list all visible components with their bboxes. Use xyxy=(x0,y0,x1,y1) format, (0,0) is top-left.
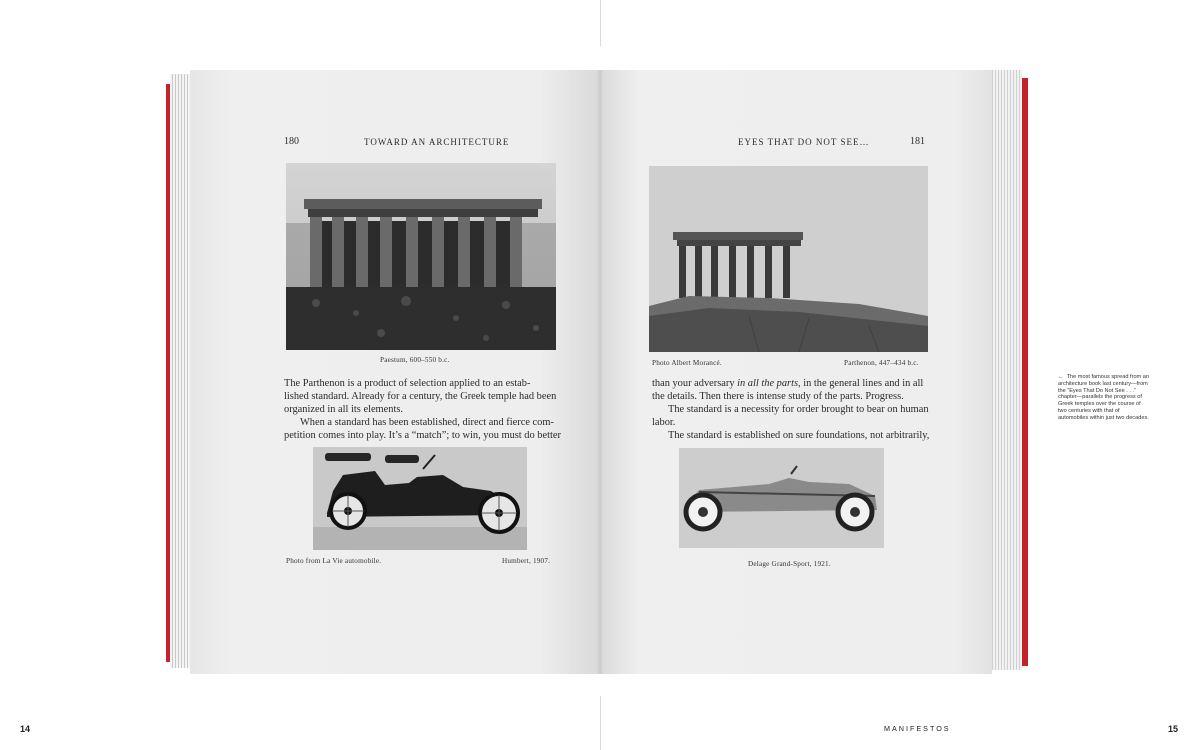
left-text-line-3: organized in all its elements. xyxy=(284,404,403,415)
arrow-left-icon: ← xyxy=(1058,374,1064,380)
left-text-line-1: The Parthenon is a product of selection applied to an estab- xyxy=(284,378,531,389)
delage-car-photo xyxy=(679,448,884,548)
running-head-right: EYES THAT DO NOT SEE… xyxy=(738,137,870,147)
caption-humbert: Humbert, 1907. xyxy=(502,557,551,565)
caption-paestum: Paestum, 600–550 b.c. xyxy=(380,356,450,364)
gutter-line-bottom xyxy=(600,696,601,750)
left-text-line-2: lished standard. Already for a century, the Greek temple had been xyxy=(284,391,557,402)
caption-photo-credit: Photo Albert Morancé. xyxy=(652,359,722,367)
page-number-right: 15 xyxy=(1168,724,1179,734)
running-title: MANIFESTOS xyxy=(884,724,951,733)
book-page-left xyxy=(190,70,600,674)
caption-humbert-source: Photo from La Vie automobile. xyxy=(286,557,382,565)
page-number-left: 14 xyxy=(20,724,31,734)
left-text-line-5: petition comes into play. It’s a “match”; to win, you must do better xyxy=(284,430,561,441)
caption-parthenon: Parthenon, 447–434 b.c. xyxy=(844,359,919,367)
right-text-line-2: the details. Then there is intense study of the parts. Progress. xyxy=(652,391,904,402)
running-head-left: TOWARD AN ARCHITECTURE xyxy=(364,137,510,147)
right-text-line-4: labor. xyxy=(652,417,676,428)
left-text-line-4: When a standard has been established, direct and fierce com- xyxy=(300,417,554,428)
book-spine xyxy=(598,70,602,674)
right-text-line-3: The standard is a necessity for order brought to bear on human xyxy=(668,404,929,415)
right-text-line-5: The standard is established on sure foundations, not arbitrarily, xyxy=(668,430,930,441)
gutter-line-top xyxy=(600,0,601,46)
sidenote-text: The most famous spread from an architecture book last century—from the “Eyes That Do Not See . . .” chapter—parallels the progress of Greek temples over the course of two centuries with that of automobiles within just two decades. xyxy=(1058,374,1149,421)
right-text-line-1: than your adversary in all the parts, in the general lines and in all xyxy=(652,378,924,389)
caption-delage: Delage Grand-Sport, 1921. xyxy=(748,560,831,568)
paestum-temple-photo xyxy=(286,163,556,350)
folio-left: 180 xyxy=(284,136,299,147)
parthenon-photo xyxy=(649,166,928,352)
folio-right: 181 xyxy=(910,136,925,147)
humbert-car-photo xyxy=(313,447,527,550)
sidenote xyxy=(1058,374,1150,422)
book-page-right xyxy=(600,70,992,674)
book-edge-right xyxy=(1022,78,1028,666)
